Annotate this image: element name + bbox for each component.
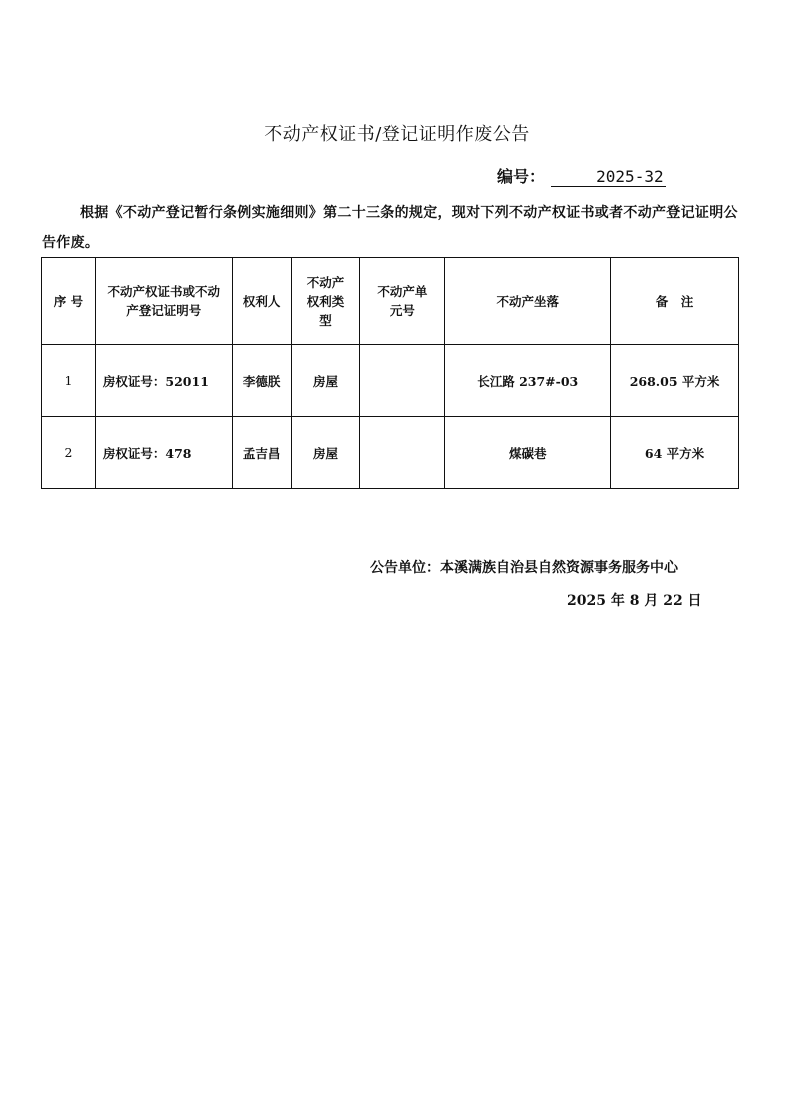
cell-type: 房屋 [291,345,360,417]
cell-cert: 房权证号：478 [95,417,232,489]
cell-location: 煤碳巷 [445,417,611,489]
cell-remark: 64 平方米 [611,417,739,489]
header-remark: 备 注 [611,258,739,345]
issue-date: 2025 年 8 月 22 日 [567,593,702,609]
header-type: 不动产权利类型 [291,258,360,345]
page-title: 不动产权证书/登记证明作废公告 [264,124,530,145]
cell-remark: 268.05 平方米 [611,345,739,417]
cell-unit [360,417,445,489]
number-value: 2025-32 [551,167,666,187]
cell-seq: 1 [42,345,96,417]
cell-unit [360,345,445,417]
table-row [42,417,739,489]
cell-cert: 房权证号：52011 [95,345,232,417]
intro-paragraph: 根据《不动产登记暂行条例实施细则》第二十三条的规定，现对下列不动产权证书或者不动产登记证明公告作废。 [42,205,738,251]
header-location: 不动产坐落 [445,258,611,345]
header-seq: 序 号 [42,258,96,345]
number-label: 编号： [497,167,546,186]
void-certificates-table [41,257,739,489]
header-unit: 不动产单元号 [360,258,445,345]
cell-holder: 孟吉昌 [232,417,291,489]
cell-type: 房屋 [291,417,360,489]
issuing-organization: 公告单位：本溪满族自治县自然资源事务服务中心 [370,560,678,576]
table-row [42,345,739,417]
cell-seq: 2 [42,417,96,489]
document-number [497,164,666,187]
table-header-row [42,258,739,345]
cell-location: 长江路 237#-03 [445,345,611,417]
header-cert: 不动产权证书或不动产登记证明号 [95,258,232,345]
header-holder: 权利人 [232,258,291,345]
cell-holder: 李德朕 [232,345,291,417]
